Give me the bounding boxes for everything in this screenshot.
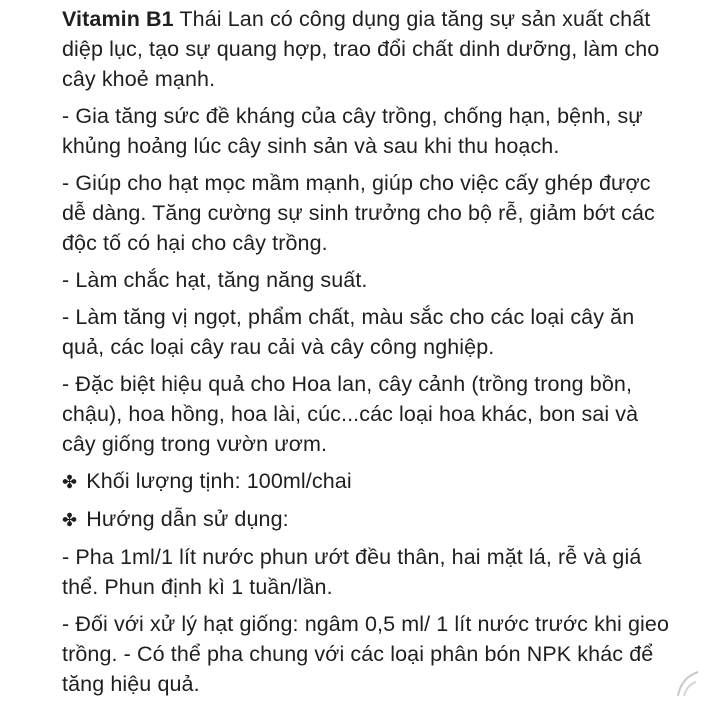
- product-name: Vitamin B1: [62, 7, 174, 31]
- usage-item-2: - Đối với xử lý hạt giống: ngâm 0,5 ml/ 1 lít nước trước khi gieo trồng. - Có thể pha chung với các loại phân bón NPK khác để tăng hiệu quả.: [62, 612, 669, 696]
- intro-paragraph: [62, 4, 678, 94]
- benefit-item-3: - Làm chắc hạt, tăng năng suất.: [62, 268, 368, 292]
- clover-bullet-icon: ✤: [62, 472, 78, 492]
- benefit-item-4: - Làm tăng vị ngọt, phẩm chất, màu sắc cho các loại cây ăn quả, các loại cây rau cải và cây công nghiệp.: [62, 305, 635, 359]
- intro-text: Thái Lan có công dụng gia tăng sự sản xuất chất diệp lục, tạo sự quang hợp, trao đổi chất dinh dưỡng, làm cho cây khoẻ mạnh.: [62, 7, 660, 91]
- net-weight-text: Khối lượng tịnh: 100ml/chai: [80, 469, 352, 493]
- clover-bullet-icon: ✤: [62, 510, 78, 530]
- usage-heading-text: Hướng dẫn sử dụng:: [80, 507, 289, 531]
- usage-heading: [62, 504, 678, 535]
- benefit-item-2: - Giúp cho hạt mọc mầm mạnh, giúp cho việc cấy ghép được dễ dàng. Tăng cường sự sinh trưởng cho bộ rễ, giảm bớt các độc tố có hại cho cây trồng.: [62, 171, 655, 255]
- curl-mark-icon: [672, 668, 702, 698]
- benefit-item-5: - Đặc biệt hiệu quả cho Hoa lan, cây cảnh (trồng trong bồn, chậu), hoa hồng, hoa lài, cúc...các loại hoa khác, bon sai và cây giống trong vườn ươm.: [62, 372, 639, 456]
- benefit-item-1: - Gia tăng sức đề kháng của cây trồng, chống hạn, bệnh, sự khủng hoảng lúc cây sinh sản và sau khi thu hoạch.: [62, 104, 643, 158]
- usage-item-1: - Pha 1ml/1 lít nước phun ướt đều thân, hai mặt lá, rễ và giá thể. Phun định kì 1 tuần/lần.: [62, 545, 642, 599]
- net-weight-line: [62, 466, 678, 497]
